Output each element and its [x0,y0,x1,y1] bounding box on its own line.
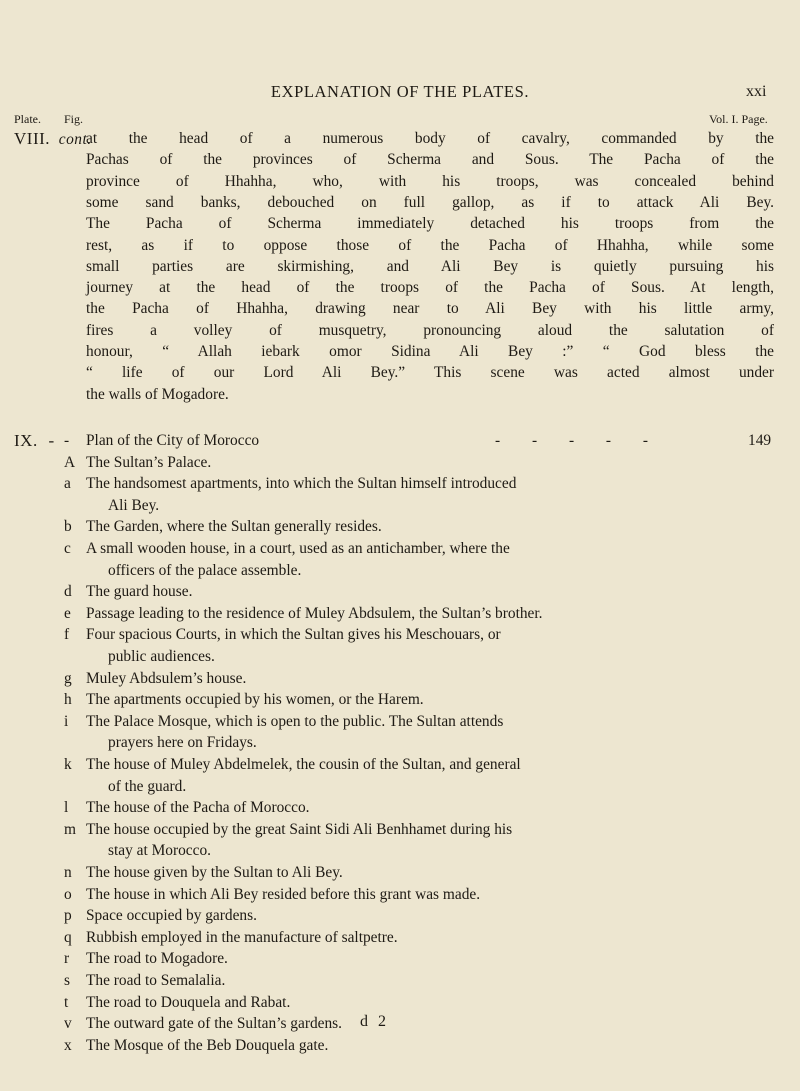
plate-ix-leader: - - - - - [495,432,663,449]
key-description-line: The apartments occupied by his women, or the Harem. [86,691,424,709]
key-letter: f [64,626,70,644]
key-description-line: Four spacious Courts, in which the Sultan gives his Meschouars, or [86,626,501,644]
key-description-line: A small wooden house, in a court, used as an antichamber, where the [86,539,510,557]
key-description-line: The Palace Mosque, which is open to the public. The Sultan attends [86,712,504,730]
continued-mark: cont. [58,131,92,148]
key-letter: r [64,950,70,968]
key-description-line: stay at Morocco. [108,842,212,860]
key-description-line: The Mosque of the Beb Douquela gate. [86,1036,329,1054]
key-letter: l [64,799,69,817]
description-line: Pachas of the provinces of Scherma and Sous. The Pacha of the [86,151,774,169]
plate-ix-title: Plan of the City of Morocco [86,432,260,449]
key-letter: h [64,691,72,709]
description-line: province of Hhahha, who, with his troops, was concealed behind [86,172,774,190]
key-letter: d [64,583,72,601]
key-description-line: The road to Mogadore. [86,950,228,968]
key-letter: p [64,907,72,925]
header-title: EXPLANATION OF THE PLATES. [270,82,530,101]
key-description-line: The Sultan’s Palace. [86,453,212,471]
key-letter: a [64,475,71,493]
plate-ix-page: 149 [748,432,772,449]
column-header-plate: Plate. [14,112,41,126]
key-description-line: Muley Abdsulem’s house. [86,669,247,687]
description-line: The Pacha of Scherma immediately detached his troops from the [86,215,774,233]
key-description-line: Space occupied by gardens. [86,907,257,925]
description-line: rest, as if to oppose those of the Pacha of Hhahha, while some [86,236,774,254]
key-letter: o [64,885,72,903]
description-line: some sand banks, debouched on full gallop, as if to attack Ali Bey. [86,193,774,211]
description-line: the walls of Mogadore. [86,385,229,403]
key-description-line: The house occupied by the great Saint Sidi Ali Benhhamet during his [86,820,513,838]
key-description-line: The house of Muley Abdelmelek, the cousin of the Sultan, and general [86,755,521,773]
key-letter: g [64,669,72,687]
key-description-line: officers of the palace assemble. [108,561,302,579]
key-description-line: The Garden, where the Sultan generally resides. [86,518,382,536]
key-description-line: The road to Semalalia. [86,971,226,989]
plate-viii-label: VIII. cont. [14,129,92,148]
key-letter: t [64,993,69,1011]
key-description-line: Rubbish employed in the manufacture of saltpetre. [86,928,398,946]
key-letter: e [64,604,71,622]
key-letter: b [64,518,72,536]
key-description-line: The house given by the Sultan to Ali Bey. [86,863,343,881]
column-header-vol-page: Vol. I. Page. [709,112,768,126]
key-letter: n [64,863,72,881]
key-description-line: The outward gate of the Sultan’s gardens. [86,1015,343,1033]
key-description-line: The handsomest apartments, into which the Sultan himself introduced [86,475,517,493]
plate-ix-label: IX. - [14,431,55,450]
description-line: at the head of a numerous body of cavalry, commanded by the [86,130,774,147]
key-description-line: of the guard. [108,777,187,795]
key-description-line: The house in which Ali Bey resided before this grant was made. [86,885,481,903]
running-header [0,82,800,106]
description-line: honour, “ Allah iebark omor Sidina Ali Bey :” “ God bless the [86,343,774,360]
key-description-line: prayers here on Fridays. [108,734,257,752]
header-page-number: xxi [746,83,767,100]
key-description-line: The house of the Pacha of Morocco. [86,799,310,817]
signature-mark: d 2 [360,1013,389,1030]
key-description-line: public audiences. [108,647,215,665]
key-letter: x [64,1036,72,1054]
key-letter: c [64,539,71,557]
description-line: journey at the head of the troops of the Pacha of Sous. At length, [86,279,774,297]
column-header-fig: Fig. [64,112,84,126]
key-description-line: The road to Douquela and Rabat. [86,993,291,1011]
key-description-line: Ali Bey. [108,496,160,514]
description-line: small parties are skirmishing, and Ali Bey is quietly pursuing his [86,257,774,275]
plate-ix-fig-dash: - [64,432,70,449]
key-letter: m [64,820,76,838]
key-letter: k [64,755,72,773]
key-description-line: Passage leading to the residence of Muley Abdsulem, the Sultan’s brother. [86,604,543,622]
key-letter: q [64,928,72,946]
key-letter: v [64,1015,72,1033]
key-letter: i [64,712,69,730]
key-description-line: The guard house. [86,583,193,601]
description-line: “ life of our Lord Ali Bey.” This scene was acted almost under [86,364,774,382]
description-line: the Pacha of Hhahha, drawing near to Ali Bey with his little army, [86,300,774,318]
key-letter: s [64,971,70,989]
key-letter: A [64,453,76,471]
description-line: fires a volley of musquetry, pronouncing aloud the salutation of [86,321,774,339]
